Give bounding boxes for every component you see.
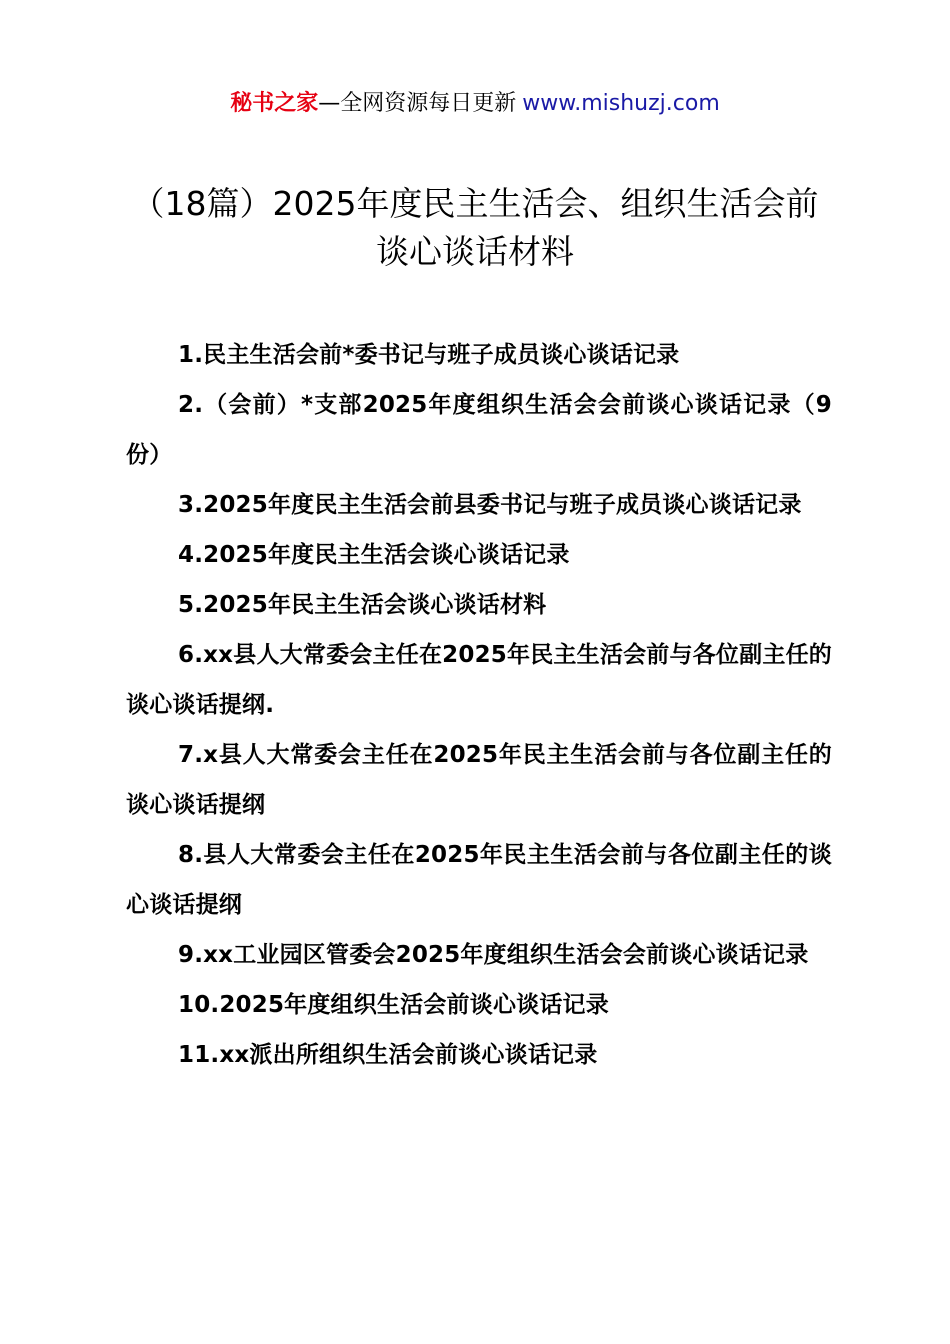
toc-item-2: 2.（会前）*支部2025年度组织生活会会前谈心谈话记录（9份） — [126, 392, 832, 468]
toc-item-3: 3.2025年度民主生活会前县委书记与班子成员谈心谈话记录 — [178, 492, 802, 518]
toc-item-1: 1.民主生活会前*委书记与班子成员谈心谈话记录 — [178, 342, 680, 368]
toc-item-9: 9.xx工业园区管委会2025年度组织生活会会前谈心谈话记录 — [178, 942, 809, 968]
toc-item-11: 11.xx派出所组织生活会前谈心谈话记录 — [178, 1042, 598, 1068]
toc-item-7: 7.x县人大常委会主任在2025年民主生活会前与各位副主任的谈心谈话提纲 — [126, 742, 832, 818]
toc-item-8: 8.县人大常委会主任在2025年民主生活会前与各位副主任的谈心谈话提纲 — [126, 842, 832, 918]
toc-item-5: 5.2025年民主生活会谈心谈话材料 — [178, 592, 547, 618]
site-url-link[interactable]: www.mishuzj.com — [522, 91, 720, 116]
site-banner — [0, 88, 950, 120]
toc-item-4: 4.2025年度民主生活会谈心谈话记录 — [178, 542, 570, 568]
brand-name: 秘书之家 — [230, 91, 319, 116]
banner-tagline: —全网资源每日更新 — [318, 91, 517, 116]
toc-item-6: 6.xx县人大常委会主任在2025年民主生活会前与各位副主任的谈心谈话提纲. — [126, 642, 832, 718]
document-title: （18篇）2025年度民主生活会、组织生活会前谈心谈话材料 — [131, 184, 819, 271]
table-of-contents — [126, 330, 832, 1080]
toc-item-10: 10.2025年度组织生活会前谈心谈话记录 — [178, 992, 609, 1018]
